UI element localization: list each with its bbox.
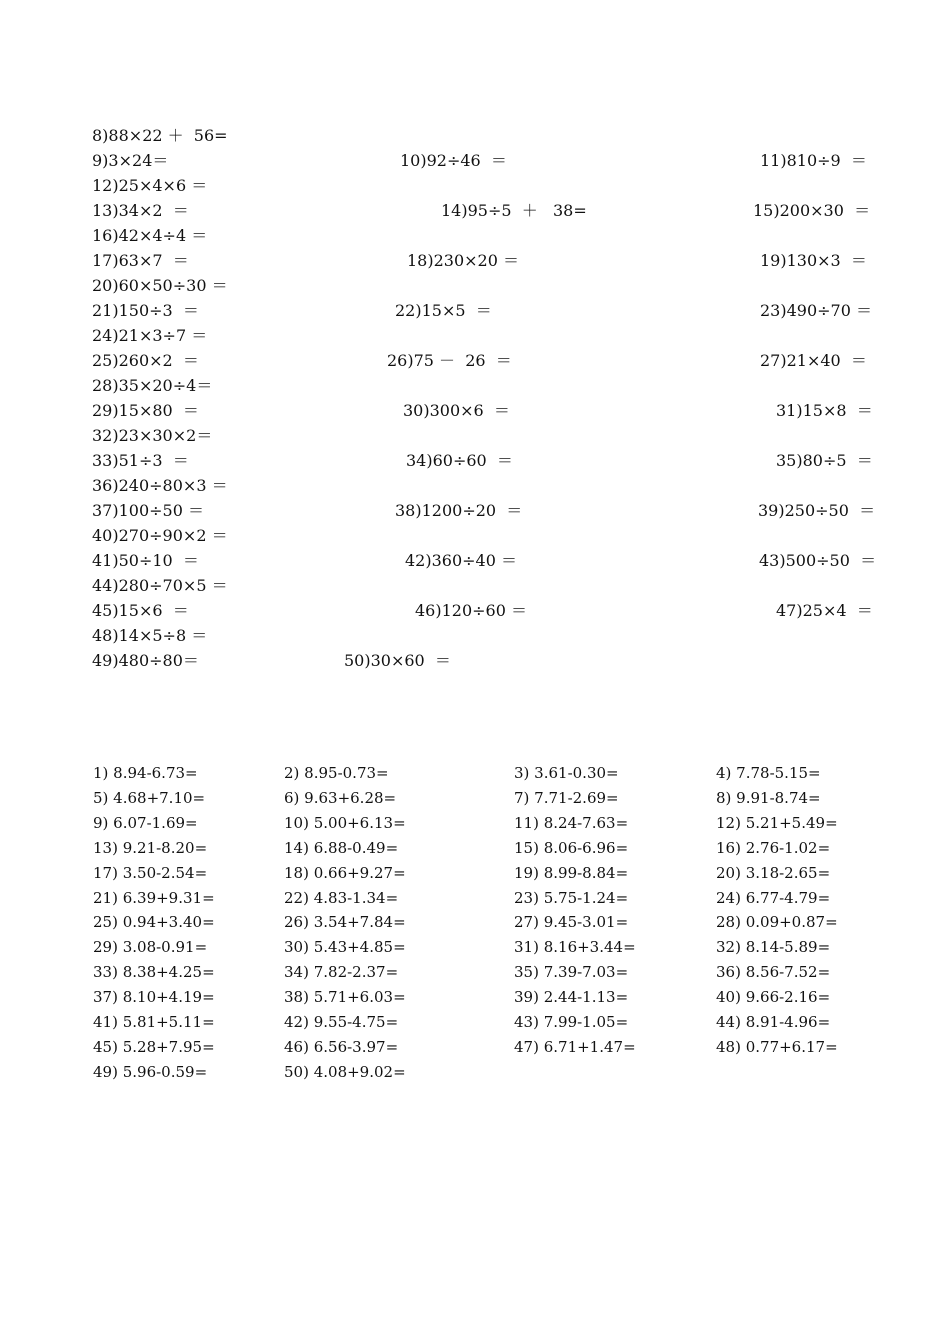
problem-expression: 50÷10 ＝: [118, 551, 199, 570]
problem-line: [406, 449, 513, 473]
problem-expression: 8.10+4.19=: [122, 988, 215, 1007]
problem-number: 17): [92, 251, 119, 270]
problem-line: [514, 861, 628, 885]
problem-number: 9): [93, 813, 114, 832]
problem-line: [716, 985, 830, 1009]
problem-line: [93, 836, 207, 860]
problem-line: [93, 861, 207, 885]
problem-number: 29): [92, 401, 119, 420]
problem-expression: 0.94+3.40=: [122, 913, 215, 932]
problem-number: 34): [406, 451, 433, 470]
problem-number: 31): [776, 401, 803, 420]
problem-number: 16): [716, 838, 746, 857]
problem-expression: 60×50÷30 ＝: [118, 276, 228, 295]
problem-expression: 5.00+6.13=: [313, 813, 406, 832]
problem-expression: 35×20÷4＝: [118, 376, 213, 395]
problem-number: 20): [716, 863, 746, 882]
problem-number: 49): [93, 1062, 123, 1081]
problem-expression: 8.14-5.89=: [745, 938, 831, 957]
problem-line: [284, 786, 396, 810]
problem-line: [776, 399, 873, 423]
problem-number: 48): [92, 626, 119, 645]
problem-number: 23): [760, 301, 787, 320]
problem-number: 44): [92, 576, 119, 595]
problem-expression: 14×5÷8 ＝: [118, 626, 208, 645]
problem-expression: 150÷3 ＝: [118, 301, 199, 320]
problem-number: 19): [514, 863, 544, 882]
problem-expression: 42×4÷4 ＝: [118, 226, 208, 245]
problem-line: [716, 811, 838, 835]
problem-line: [92, 249, 189, 273]
problem-number: 4): [716, 764, 737, 782]
problem-number: 1): [93, 764, 114, 782]
problem-expression: 260×2 ＝: [118, 351, 199, 370]
problem-number: 9): [92, 151, 109, 170]
problem-expression: 60÷60 ＝: [432, 451, 513, 470]
problem-line: [776, 599, 873, 623]
problem-expression: 30×60 ＝: [370, 651, 451, 670]
problem-line: [514, 761, 619, 785]
problem-line: [514, 811, 628, 835]
problem-line: [716, 910, 838, 934]
problem-number: 38): [284, 988, 314, 1007]
problem-expression: 15×5 ＝: [421, 301, 492, 320]
problem-number: 39): [758, 501, 785, 520]
problem-line: [760, 149, 867, 173]
problem-line: [92, 274, 228, 298]
problem-number: 8): [92, 126, 109, 145]
problem-expression: 8.24-7.63=: [543, 813, 629, 832]
problem-line: [92, 399, 199, 423]
problem-line: [716, 960, 830, 984]
problem-number: 50): [284, 1062, 314, 1081]
problem-expression: 250÷50 ＝: [784, 501, 876, 520]
problem-line: [93, 761, 198, 785]
problem-number: 23): [514, 888, 544, 907]
problem-line: [92, 324, 207, 348]
problem-expression: 6.39+9.31=: [122, 888, 215, 907]
problem-line: [344, 649, 451, 673]
problem-expression: 3.54+7.84=: [313, 913, 406, 932]
problem-number: 10): [284, 813, 314, 832]
problem-expression: 8.06-6.96=: [543, 838, 629, 857]
problem-expression: 200×30 ＝: [779, 201, 871, 220]
problem-expression: 120÷60 ＝: [441, 601, 528, 620]
problem-expression: 8.95-0.73=: [304, 764, 389, 782]
problem-expression: 5.81+5.11=: [122, 1013, 215, 1031]
problem-expression: 6.71+1.47=: [543, 1037, 636, 1056]
problem-expression: 21×3÷7 ＝: [118, 326, 208, 345]
problem-number: 14): [284, 838, 314, 857]
problem-number: 22): [284, 888, 314, 907]
problem-number: 35): [776, 451, 803, 470]
problem-line: [716, 1035, 838, 1059]
problem-expression: 7.39-7.03=: [543, 963, 629, 982]
problem-expression: 1200÷20 ＝: [421, 501, 523, 520]
problem-number: 27): [514, 913, 544, 932]
problem-expression: 5.96-0.59=: [122, 1062, 208, 1081]
problem-expression: 0.77+6.17=: [745, 1037, 838, 1056]
problem-number: 38): [395, 501, 422, 520]
problem-number: 36): [92, 476, 119, 495]
problem-line: [92, 199, 189, 223]
problem-number: 40): [92, 526, 119, 545]
problem-number: 20): [92, 276, 119, 295]
problem-number: 3): [514, 764, 535, 782]
problem-line: [514, 836, 628, 860]
problem-line: [407, 249, 519, 273]
problem-line: [93, 910, 215, 934]
problem-expression: 63×7 ＝: [118, 251, 189, 270]
problem-expression: 270÷90×2 ＝: [118, 526, 228, 545]
problem-number: 46): [284, 1037, 314, 1056]
problem-number: 46): [415, 601, 442, 620]
problem-number: 13): [92, 201, 119, 220]
problem-expression: 3×24＝: [108, 151, 169, 170]
problem-number: 19): [760, 251, 787, 270]
problem-expression: 5.75-1.24=: [543, 888, 629, 907]
problem-expression: 360÷40 ＝: [431, 551, 518, 570]
problem-number: 43): [514, 1013, 544, 1031]
problem-number: 18): [284, 863, 314, 882]
problem-number: 41): [93, 1013, 123, 1031]
problem-line: [514, 1035, 636, 1059]
problem-line: [514, 960, 628, 984]
problem-number: 25): [93, 913, 123, 932]
problem-number: 28): [716, 913, 746, 932]
problem-expression: 6.56-3.97=: [313, 1037, 399, 1056]
problem-line: [93, 786, 205, 810]
problem-line: [93, 886, 215, 910]
problem-expression: 15×6 ＝: [118, 601, 189, 620]
problem-line: [716, 836, 830, 860]
problem-line: [92, 174, 207, 198]
problem-number: 14): [441, 201, 468, 220]
problem-line: [284, 960, 398, 984]
problem-expression: 7.71-2.69=: [534, 788, 619, 807]
problem-line: [93, 811, 198, 835]
problem-number: 24): [716, 888, 746, 907]
problem-expression: 25×4×6 ＝: [118, 176, 208, 195]
problem-line: [760, 349, 867, 373]
problem-line: [92, 224, 207, 248]
problem-number: 47): [776, 601, 803, 620]
problem-number: 26): [387, 351, 414, 370]
problem-line: [716, 761, 821, 785]
problem-line: [759, 549, 876, 573]
problem-expression: 9.63+6.28=: [304, 788, 397, 807]
problem-number: 39): [514, 988, 544, 1007]
problem-expression: 2.76-1.02=: [745, 838, 831, 857]
problem-number: 43): [759, 551, 786, 570]
problem-line: [92, 649, 199, 673]
problem-number: 44): [716, 1013, 746, 1031]
problem-expression: 8.99-8.84=: [543, 863, 629, 882]
problem-number: 42): [405, 551, 432, 570]
problem-expression: 9.91-8.74=: [736, 788, 821, 807]
problem-expression: 3.50-2.54=: [122, 863, 208, 882]
problem-expression: 8.38+4.25=: [122, 963, 215, 982]
problem-number: 33): [93, 963, 123, 982]
problem-line: [284, 1010, 398, 1034]
problem-number: 12): [716, 813, 746, 832]
problem-expression: 6.77-4.79=: [745, 888, 831, 907]
problem-expression: 300×6 ＝: [429, 401, 510, 420]
problem-expression: 80÷5 ＝: [802, 451, 873, 470]
problem-expression: 9.45-3.01=: [543, 913, 629, 932]
problem-line: [514, 935, 636, 959]
problem-line: [284, 1060, 406, 1084]
problem-number: 48): [716, 1037, 746, 1056]
problem-expression: 92÷46 ＝: [426, 151, 507, 170]
problem-expression: 5.71+6.03=: [313, 988, 406, 1007]
problem-line: [92, 624, 207, 648]
problem-number: 47): [514, 1037, 544, 1056]
problem-expression: 8.16+3.44=: [543, 938, 636, 957]
problem-number: 5): [93, 788, 114, 807]
problem-number: 18): [407, 251, 434, 270]
problem-expression: 7.82-2.37=: [313, 963, 399, 982]
problem-number: 32): [716, 938, 746, 957]
problem-expression: 500÷50 ＝: [785, 551, 877, 570]
problem-number: 16): [92, 226, 119, 245]
problem-line: [92, 574, 228, 598]
problem-number: 2): [284, 764, 305, 782]
problem-expression: 88×22 ＋ 56=: [108, 126, 228, 145]
problem-line: [92, 549, 199, 573]
problem-expression: 100÷50 ＝: [118, 501, 205, 520]
problem-expression: 15×80 ＝: [118, 401, 199, 420]
problem-number: 45): [93, 1037, 123, 1056]
problem-line: [387, 349, 512, 373]
problem-expression: 240÷80×3 ＝: [118, 476, 228, 495]
problem-expression: 23×30×2＝: [118, 426, 213, 445]
problem-expression: 7.99-1.05=: [543, 1013, 629, 1031]
problem-line: [284, 811, 406, 835]
problem-number: 13): [93, 838, 123, 857]
problem-number: 34): [284, 963, 314, 982]
problem-number: 40): [716, 988, 746, 1007]
problem-expression: 0.66+9.27=: [313, 863, 406, 882]
problem-expression: 15×8 ＝: [802, 401, 873, 420]
problem-number: 7): [514, 788, 535, 807]
problem-number: 33): [92, 451, 119, 470]
problem-expression: 51÷3 ＝: [118, 451, 189, 470]
problem-expression: 8.56-7.52=: [745, 963, 831, 982]
problem-line: [93, 1035, 215, 1059]
problem-number: 8): [716, 788, 737, 807]
problem-line: [395, 499, 522, 523]
problem-number: 11): [514, 813, 544, 832]
problem-line: [514, 886, 628, 910]
problem-line: [758, 499, 875, 523]
problem-line: [92, 524, 228, 548]
problem-expression: 75 － 26 ＝: [413, 351, 512, 370]
problem-expression: 280÷70×5 ＝: [118, 576, 228, 595]
problem-expression: 6.07-1.69=: [113, 813, 198, 832]
problem-line: [284, 836, 398, 860]
problem-line: [716, 886, 830, 910]
problem-expression: 4.08+9.02=: [313, 1062, 406, 1081]
problem-expression: 9.66-2.16=: [745, 988, 831, 1007]
problem-line: [92, 499, 204, 523]
problem-expression: 9.21-8.20=: [122, 838, 208, 857]
problem-line: [92, 449, 189, 473]
problem-number: 24): [92, 326, 119, 345]
problem-expression: 3.18-2.65=: [745, 863, 831, 882]
problem-number: 12): [92, 176, 119, 195]
problem-expression: 8.91-4.96=: [745, 1013, 831, 1031]
problem-line: [514, 1010, 628, 1034]
problem-number: 6): [284, 788, 305, 807]
problem-expression: 480÷80＝: [118, 651, 199, 670]
problem-line: [760, 249, 867, 273]
problem-line: [93, 1010, 215, 1034]
problem-number: 37): [92, 501, 119, 520]
problem-expression: 21×40 ＝: [786, 351, 867, 370]
problem-line: [284, 886, 398, 910]
problem-number: 30): [284, 938, 314, 957]
problem-expression: 25×4 ＝: [802, 601, 873, 620]
problem-number: 35): [514, 963, 544, 982]
problem-line: [284, 935, 406, 959]
problem-line: [284, 910, 406, 934]
problem-line: [92, 349, 199, 373]
problem-number: 31): [514, 938, 544, 957]
problem-line: [284, 985, 406, 1009]
problem-line: [92, 124, 228, 148]
problem-line: [284, 1035, 398, 1059]
problem-number: 41): [92, 551, 119, 570]
problem-line: [405, 549, 517, 573]
problem-expression: 490÷70 ＝: [786, 301, 873, 320]
problem-number: 37): [93, 988, 123, 1007]
problem-expression: 130×3 ＝: [786, 251, 867, 270]
problem-number: 25): [92, 351, 119, 370]
problem-line: [93, 1060, 207, 1084]
problem-number: 45): [92, 601, 119, 620]
problem-expression: 3.61-0.30=: [534, 764, 619, 782]
problem-line: [400, 149, 507, 173]
problem-line: [93, 935, 207, 959]
problem-line: [92, 299, 199, 323]
problem-expression: 3.08-0.91=: [122, 938, 208, 957]
problem-number: 21): [93, 888, 123, 907]
problem-line: [284, 861, 406, 885]
problem-line: [92, 474, 228, 498]
problem-number: 32): [92, 426, 119, 445]
problem-line: [776, 449, 873, 473]
problem-line: [92, 599, 189, 623]
problem-expression: 5.43+4.85=: [313, 938, 406, 957]
problem-expression: 95÷5 ＋ 38=: [467, 201, 587, 220]
problem-number: 36): [716, 963, 746, 982]
problem-line: [716, 1010, 830, 1034]
problem-number: 27): [760, 351, 787, 370]
problem-expression: 34×2 ＝: [118, 201, 189, 220]
problem-expression: 2.44-1.13=: [543, 988, 629, 1007]
problem-line: [415, 599, 527, 623]
problem-number: 28): [92, 376, 119, 395]
problem-line: [716, 786, 821, 810]
problem-line: [514, 985, 628, 1009]
problem-expression: 8.94-6.73=: [113, 764, 198, 782]
problem-line: [395, 299, 492, 323]
problem-line: [514, 910, 628, 934]
problem-expression: 0.09+0.87=: [745, 913, 838, 932]
problem-expression: 5.28+7.95=: [122, 1037, 215, 1056]
problem-line: [92, 424, 212, 448]
problem-number: 10): [400, 151, 427, 170]
problem-number: 15): [514, 838, 544, 857]
problem-expression: 5.21+5.49=: [745, 813, 838, 832]
problem-line: [403, 399, 510, 423]
problem-number: 17): [93, 863, 123, 882]
problem-expression: 9.55-4.75=: [313, 1013, 399, 1031]
problem-number: 11): [760, 151, 787, 170]
problem-expression: 6.88-0.49=: [313, 838, 399, 857]
problem-number: 26): [284, 913, 314, 932]
problem-line: [92, 374, 212, 398]
problem-line: [716, 861, 830, 885]
problem-number: 29): [93, 938, 123, 957]
problem-expression: 810÷9 ＝: [786, 151, 867, 170]
problem-line: [284, 761, 389, 785]
problem-line: [93, 960, 215, 984]
problem-expression: 230×20 ＝: [433, 251, 520, 270]
problem-line: [716, 935, 830, 959]
problem-number: 30): [403, 401, 430, 420]
problem-expression: 7.78-5.15=: [736, 764, 821, 782]
problem-expression: 4.83-1.34=: [313, 888, 399, 907]
problem-number: 50): [344, 651, 371, 670]
problem-line: [92, 149, 168, 173]
problem-line: [514, 786, 619, 810]
problem-line: [441, 199, 587, 223]
problem-expression: 4.68+7.10=: [113, 788, 206, 807]
problem-number: 22): [395, 301, 422, 320]
problem-number: 42): [284, 1013, 314, 1031]
problem-line: [93, 985, 215, 1009]
problem-number: 49): [92, 651, 119, 670]
problem-number: 15): [753, 201, 780, 220]
problem-number: 21): [92, 301, 119, 320]
problem-line: [760, 299, 872, 323]
problem-line: [753, 199, 870, 223]
